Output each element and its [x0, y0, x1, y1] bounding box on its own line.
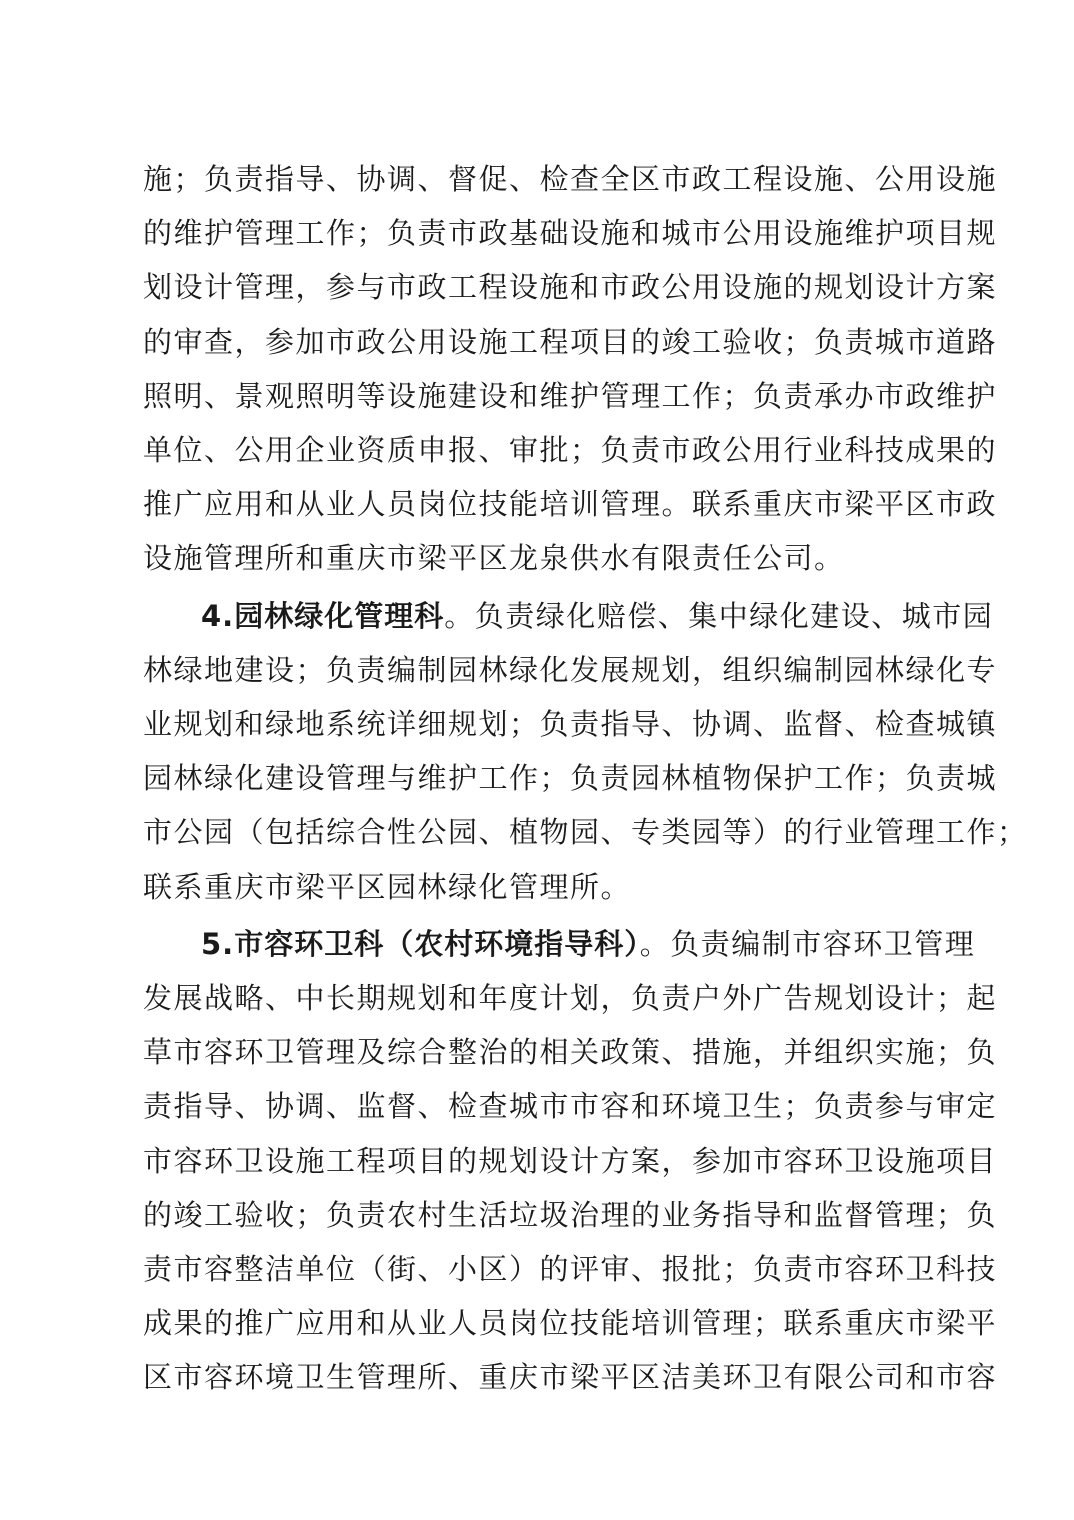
section-heading-landscaping: 4.园林绿化管理科 [201, 598, 445, 633]
text-line: 责指导、协调、监督、检查城市市容和环境卫生；负责参与审定 [143, 1089, 998, 1124]
text-line: 草市容环卫管理及综合整治的相关政策、措施，并组织实施；负 [143, 1035, 998, 1070]
text-line: 施；负责指导、协调、督促、检查全区市政工程设施、公用设施 [143, 162, 998, 196]
paragraph-municipal-continued [143, 152, 998, 586]
text-line: 的维护管理工作；负责市政基础设施和城市公用设施维护项目规 [143, 216, 998, 251]
paragraph-sanitation-section [143, 917, 998, 1405]
text-line: 推广应用和从业人员岗位技能培训管理。联系重庆市梁平区市政 [143, 487, 998, 522]
text-line: 区市容环境卫生管理所、重庆市梁平区洁美环卫有限公司和市容 [143, 1360, 998, 1395]
text-line: 成果的推广应用和从业人员岗位技能培训管理；联系重庆市梁平 [143, 1306, 998, 1341]
paragraph-landscaping-section [143, 589, 1028, 914]
text-line: 林绿地建设；负责编制园林绿化发展规划，组织编制园林绿化专 [143, 652, 998, 687]
text-line [143, 589, 994, 643]
text-line: 照明、景观照明等设施建设和维护管理工作；负责承办市政维护 [143, 378, 998, 413]
text-line [143, 917, 976, 971]
text-line: 发展战略、中长期规划和年度计划，负责户外广告规划设计；起 [143, 981, 998, 1016]
text-line: 设施管理所和重庆市梁平区龙泉供水有限责任公司。 [143, 541, 845, 576]
text-line: 市容环卫设施工程项目的规划设计方案，参加市容环卫设施项目 [143, 1143, 998, 1178]
text-line: 的竣工验收；负责农村生活垃圾治理的业务指导和监督管理；负 [143, 1197, 998, 1232]
text-line: 园林绿化建设管理与维护工作；负责园林植物保护工作；负责城 [143, 761, 998, 796]
text-line: 单位、公用企业资质申报、审批；负责市政公用行业科技成果的 [143, 433, 998, 468]
text-run: 。负责绿化赔偿、集中绿化建设、城市园 [444, 598, 994, 633]
text-line: 市公园（包括综合性公园、植物园、专类园等）的行业管理工作； [143, 815, 1028, 850]
text-line: 业规划和绿地系统详细规划；负责指导、协调、监督、检查城镇 [143, 707, 998, 742]
text-run: 。负责编制市容环卫管理 [639, 926, 976, 961]
text-line: 划设计管理，参与市政工程设施和市政公用设施的规划设计方案 [143, 270, 998, 305]
document-body [143, 152, 1028, 1408]
section-heading-sanitation: 5.市容环卫科（农村环境指导科） [201, 926, 640, 961]
text-line: 责市容整洁单位（街、小区）的评审、报批；负责市容环卫科技 [143, 1252, 998, 1287]
text-line: 联系重庆市梁平区园林绿化管理所。 [143, 869, 632, 904]
text-line: 的审查，参加市政公用设施工程项目的竣工验收；负责城市道路 [143, 324, 998, 359]
